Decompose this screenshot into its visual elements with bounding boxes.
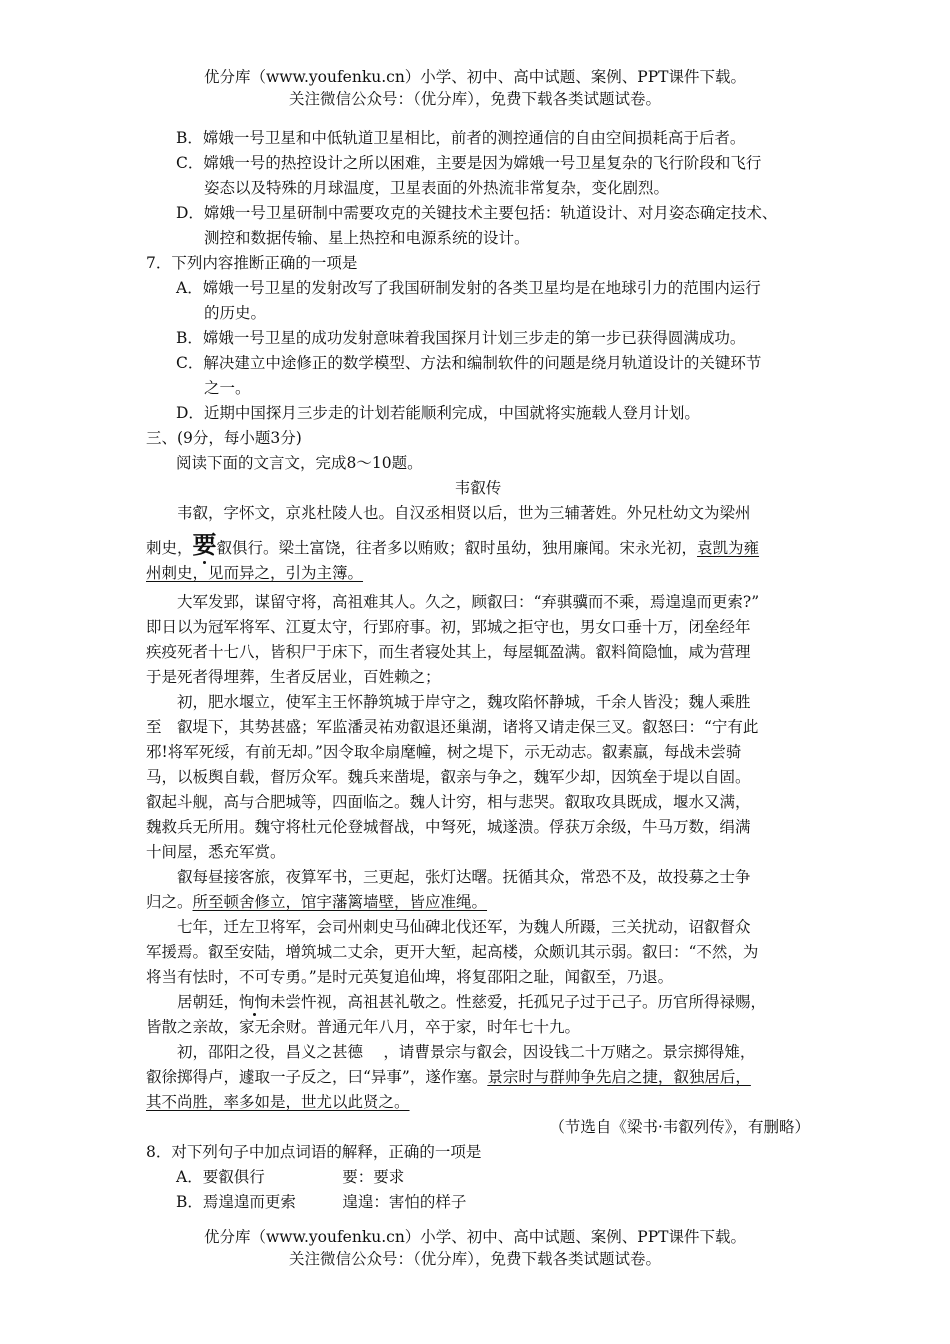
q6-option-d-line2: 测控和数据传输、星上热控和电源系统的设计。 <box>204 229 530 247</box>
q8-option-a: A．要叡俱行 要：要求 <box>176 1168 405 1186</box>
passage-p2-line3: 疾疫死者十七八，皆积尸于床下，而生者寝处其上，每屋辄盈满。叡料简隐恤，咸为营理 <box>146 643 751 661</box>
passage-p2-line4: 于是死者得埋葬，生者反居业，百姓赖之； <box>146 668 441 686</box>
footer-line-2: 关注微信公众号：（优分库），免费下载各类试题试卷。 <box>288 1250 661 1268</box>
section-3-intro: 阅读下面的文言文，完成8～10题。 <box>176 454 423 472</box>
passage-text: 未尝忤视，高祖甚礼敬之。性慈爱，托孤兄子过于己子。历官所得禄赐， <box>270 993 767 1011</box>
passage-text: 居朝廷， <box>177 993 240 1011</box>
question-6-options <box>146 126 810 251</box>
q6-option-c-line1: C．嫦娥一号的热控设计之所以困难，主要是因为嫦娥一号卫星复杂的飞行阶段和飞行 <box>176 154 762 172</box>
passage-p7-line3: 其不尚胜，率多如是，世尤以此贤之。 <box>146 1093 410 1111</box>
question-8 <box>146 1140 810 1215</box>
passage-p3-line6: 魏救兵无所用。魏守将杜元伦登城督战，中弩死，城遂溃。俘获万余级，牛马万数，绢满 <box>146 818 751 836</box>
page-footer <box>0 1226 950 1270</box>
q7-stem: 7．下列内容推断正确的一项是 <box>146 254 358 272</box>
passage-p6-line2: 皆散之亲故，家无余财。普通元年八月，卒于家，时年七十九。 <box>146 1018 581 1036</box>
passage-p1-line2 <box>146 532 810 561</box>
passage-p3-line1: 初，肥水堰立，使军主王怀静筑城于岸守之，魏攻陷怀静城，千余人皆没；魏人乘胜 <box>177 693 751 711</box>
passage-p4-line1: 叡每昼接客旅，夜算军书，三更起，张灯达曙。抚循其众，常恐不及，故投募之士争 <box>177 868 751 886</box>
passage-source: （节选自《梁书·韦叡列传》，有删略） <box>549 1118 810 1136</box>
document-body <box>146 126 810 1215</box>
passage-p7-line1: 初，邵阳之役，昌义之甚德 ，请曹景宗与叡会，因设钱二十万赌之。景宗掷得雉， <box>177 1043 756 1061</box>
passage-text: 归之。 <box>146 893 193 911</box>
passage-text: 叡俱行。梁土富饶，往者多以贿败；叡时虽幼，独用廉闻。宋永光初， <box>216 539 698 557</box>
footer-line-1: 优分库（www.youfenku.cn）小学、初中、高中试题、案例、PPT课件下载。 <box>203 1228 747 1246</box>
q7-option-a-line2: 的历史。 <box>204 304 267 322</box>
passage-p5-line3: 将当有怯时，不可专勇。”是时元英复追仙埤，将复邵阳之耻，闻叡至，乃退。 <box>146 968 674 986</box>
q7-option-a-line1: A．嫦娥一号卫星的发射改写了我国研制发射的各类卫星均是在地球引力的范围内运行 <box>176 279 761 297</box>
passage-p3-line3: 邪!将军死绥，有前无却。”因令取伞扇麾幢，树之堤下，示无动志。叡素羸，每战未尝骑 <box>146 743 742 761</box>
passage-p3-line5: 叡起斗舰，高与合肥城等，四面临之。魏人计穷，相与悲哭。叡取攻具既成，堰水又满， <box>146 793 751 811</box>
passage-p1-line3: 州刺史，见而异之，引为主簿。 <box>146 564 364 582</box>
passage-p3-line2: 至 叡堤下，其势甚盛；军监潘灵祐劝叡退还巢湖，诸将又请走保三叉。叡怒曰：“宁有此 <box>146 718 759 736</box>
passage-p2-line2: 即日以为冠军将军、江夏太守，行郢府事。初，郢城之拒守也，男女口垂十万，闭垒经年 <box>146 618 751 636</box>
section-3-heading: 三、(9分，每小题3分) <box>146 429 302 447</box>
passage-p4-line2 <box>146 890 810 915</box>
passage-p7-line2 <box>146 1065 810 1090</box>
passage-text: 刺史， <box>146 539 193 557</box>
underlined-sentence: 所至顿舍修立，馆宇藩篱墙壁，皆应准绳。 <box>192 893 488 911</box>
q7-option-d: D．近期中国探月三步走的计划若能顺利完成，中国就将实施载人登月计划。 <box>176 404 700 422</box>
page-header <box>0 66 950 110</box>
q8-option-b: B．焉遑遑而更索 遑遑：害怕的样子 <box>176 1193 467 1211</box>
passage-title: 韦叡传 <box>454 479 502 497</box>
dotted-word-yao: 要 <box>192 530 217 559</box>
passage-p3-line7: 十间屋，悉充军赏。 <box>146 843 286 861</box>
header-line-2: 关注微信公众号：（优分库），免费下载各类试题试卷。 <box>288 90 661 108</box>
passage-p3-line4: 马，以板舆自载，督厉众军。魏兵来凿堤，叡亲与争之，魏军少却，因筑垒于堤以自固。 <box>146 768 751 786</box>
q6-option-c-line2: 姿态以及特殊的月球温度，卫星表面的外热流非常复杂，变化剧烈。 <box>204 179 670 197</box>
question-7 <box>146 251 810 426</box>
header-line-1: 优分库（www.youfenku.cn）小学、初中、高中试题、案例、PPT课件下载。 <box>203 68 747 86</box>
q8-stem: 8．对下列句子中加点词语的解释，正确的一项是 <box>146 1143 482 1161</box>
q6-option-b: B．嫦娥一号卫星和中低轨道卫星相比，前者的测控通信的自由空间损耗高于后者。 <box>176 129 746 147</box>
classical-passage <box>146 501 810 1140</box>
passage-p5-line2: 军援焉。叡至安陆，增筑城二丈余，更开大堑，起高楼，众颇讥其示弱。叡曰：“不然，为 <box>146 943 759 961</box>
dotted-word-xunxun: 恂恂 <box>239 993 271 1011</box>
passage-p5-line1: 七年，迁左卫将军，会司州刺史马仙碑北伐还军，为魏人所蹑，三关扰动，诏叡督众 <box>177 918 751 936</box>
q6-option-d-line1: D．嫦娥一号卫星研制中需要攻克的关键技术主要包括：轨道设计、对月姿态确定技术、 <box>176 204 778 222</box>
underlined-sentence: 景宗时与群帅争先启之捷，叡独居后， <box>487 1068 751 1086</box>
passage-p6-line1 <box>146 990 810 1015</box>
passage-p1-line1: 韦叡，字怀文，京兆杜陵人也。自汉丞相贤以后，世为三辅著姓。外兄杜幼文为梁州 <box>177 504 751 522</box>
passage-text: 叡徐掷得卢，遽取一子反之，曰“异事”，遂作塞。 <box>146 1068 488 1086</box>
q7-option-c-line2: 之一。 <box>204 379 251 397</box>
underlined-sentence: 袁凯为雍 <box>697 539 760 557</box>
passage-p2-line1: 大军发郢，谋留守将，高祖难其人。久之，顾叡曰：“弃骐骥而不乘，焉遑遑而更索?” <box>177 593 760 611</box>
q7-option-b: B．嫦娥一号卫星的成功发射意味着我国探月计划三步走的第一步已获得圆满成功。 <box>176 329 746 347</box>
q7-option-c-line1: C．解决建立中途修正的数学模型、方法和编制软件的问题是绕月轨道设计的关键环节 <box>176 354 762 372</box>
